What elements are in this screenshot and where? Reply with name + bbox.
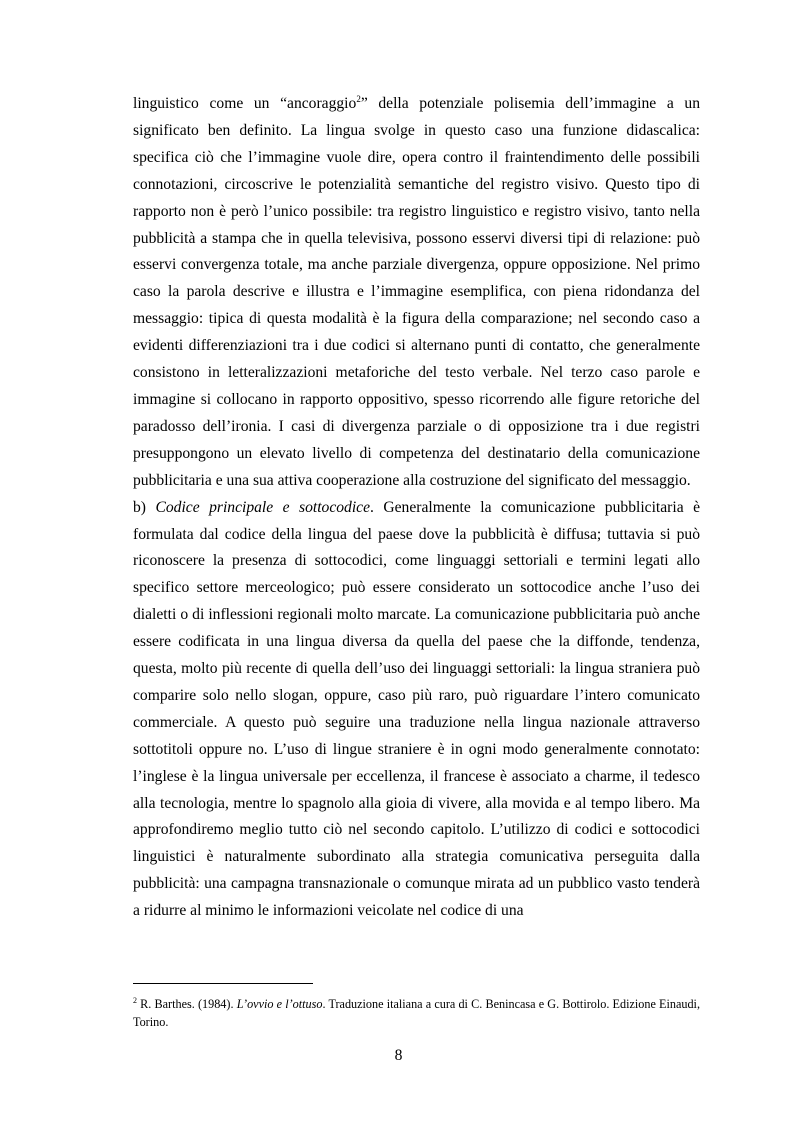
body-text bbox=[133, 91, 700, 925]
footnote-reference[interactable]: 2 bbox=[356, 93, 361, 104]
page-number: 8 bbox=[394, 1047, 403, 1064]
paragraph-b-heading: Codice principale e sottocodice bbox=[155, 498, 371, 516]
paragraph-b-text: . Generalmente la comunicazione pubblicitaria è formulata dal codice della lingua del paese dove la pubblicità è diffusa; tuttavia si può riconoscere la presenza di sottocodici, come linguaggi settoriali e termini legati allo specifico settore merceologico; può essere considerato un sottocodice anche l’uso dei dialetti o di inflessioni regionali molto marcate. La comunicazione pubblicitaria può anche essere codificata in una lingua diversa da quella del paese che la diffonde, tendenza, questa, molto più recente di quella dell’uso dei linguaggi settoriali: la lingua straniera può comparire solo nello slogan, oppure, caso più raro, può riguardare l’intero comunicato commerciale. A questo può seguire una traduzione nella lingua nazionale attraverso sottotitoli oppure no. L’uso di lingue straniere è in ogni modo generalmente connotato: l’inglese è la lingua universale per eccellenza, il francese è associato a charme, il tedesco alla tecnologia, mentre lo spagnolo alla gioia di vivere, alla movida e al tempo libero. Ma approfondiremo meglio tutto ciò nel secondo capitolo. L’utilizzo di codici e sottocodici linguistici è naturalmente subordinato alla strategia comunicativa perseguita dalla pubblicità: una campagna transnazionale o comunque mirata ad un pubblico vasto tenderà a ridurre al minimo le informazioni veicolate nel codice di una bbox=[133, 498, 700, 920]
footnote bbox=[133, 996, 700, 1031]
paragraph-a bbox=[133, 91, 700, 495]
paragraph-a-text-start: linguistico come un “ancoraggio bbox=[133, 95, 357, 112]
footnote-marker: 2 bbox=[133, 995, 137, 1005]
footnote-author: R. Barthes. (1984). bbox=[137, 997, 237, 1011]
footnote-divider bbox=[133, 983, 313, 984]
footnote-title: L’ovvio e l’ottuso bbox=[236, 997, 323, 1011]
paragraph-b bbox=[133, 495, 700, 926]
paragraph-a-text: ” della potenziale polisemia dell’immagine a un significato ben definito. La lingua svolge in questo caso una funzione didascalica: specifica ciò che l’immagine vuole dire, opera contro il fraintendimento delle possibili connotazioni, circoscrive le potenzialità semantiche del registro visivo. Questo tipo di rapporto non è però l’unico possibile: tra registro linguistico e registro visivo, tanto nella pubblicità a stampa che in quella televisiva, possono esservi diversi tipi di relazione: può esservi convergenza totale, ma anche parziale divergenza, oppure opposizione. Nel primo caso la parola descrive e illustra e l’immagine esemplifica, con piena ridondanza del messaggio: tipica di questa modalità è la figura della comparazione; nel secondo caso a evidenti differenziazioni tra i due codici si alternano punti di contatto, che generalmente consistono in letteralizzazioni metaforiche del testo verbale. Nel terzo caso parole e immagine si collocano in rapporto oppositivo, spesso ricorrendo alle figure retoriche del paradosso dell’ironia. I casi di divergenza parziale o di opposizione tra i due registri presuppongono un elevato livello di competenza del destinatario della comunicazione pubblicitaria e una sua attiva cooperazione alla costruzione del significato del messaggio. bbox=[133, 95, 701, 489]
paragraph-b-label: b) bbox=[133, 498, 156, 516]
footnote-details: . Traduzione italiana a cura di C. Benincasa e G. Bottirolo. Edizione Einaudi, Torino. bbox=[133, 997, 700, 1029]
